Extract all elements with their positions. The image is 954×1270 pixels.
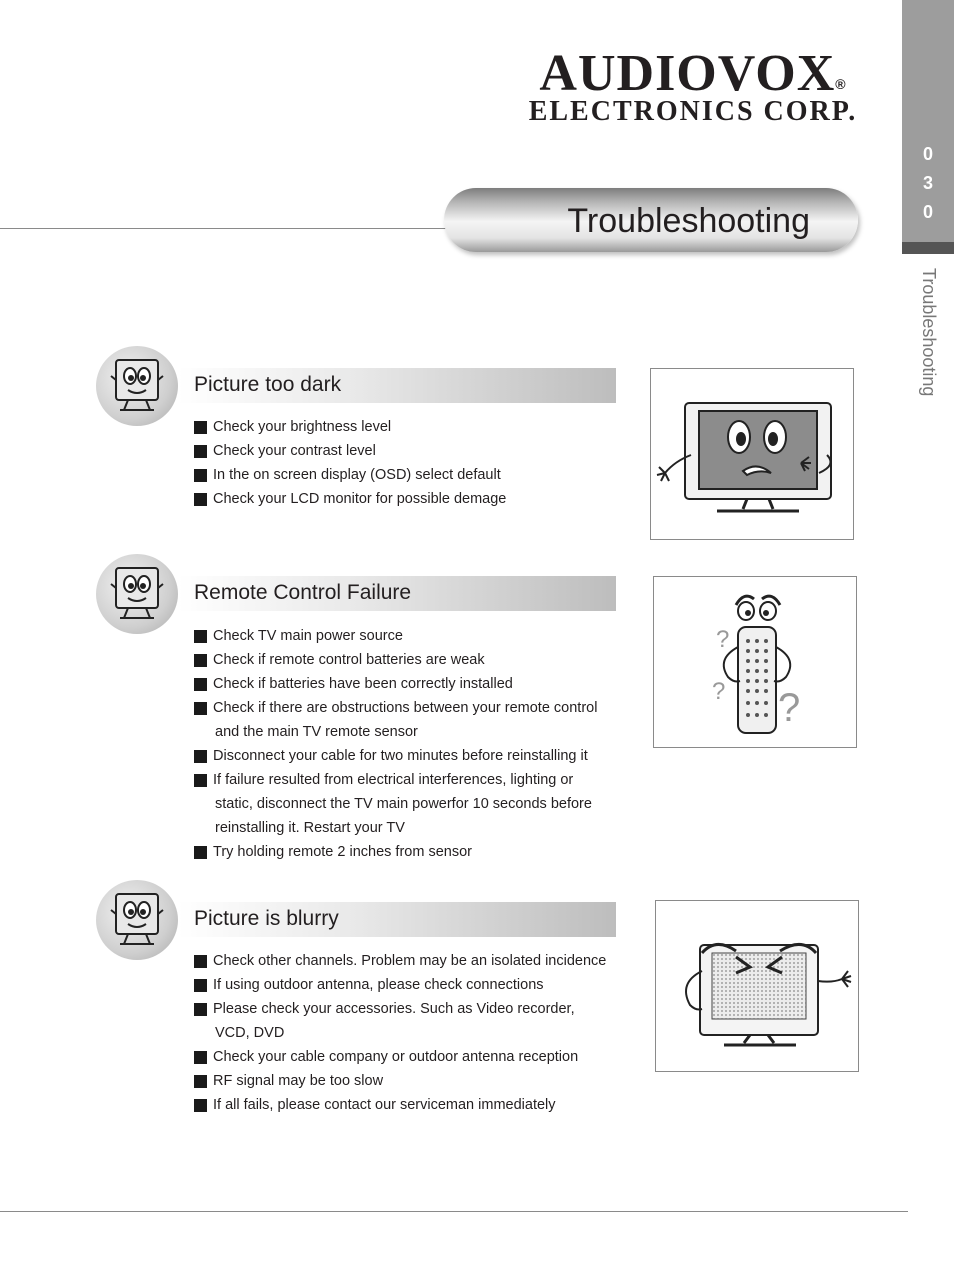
bullet-square-icon bbox=[194, 654, 207, 667]
section-remote-control-failure bbox=[96, 554, 626, 864]
page-digit: 3 bbox=[922, 173, 933, 193]
bullet-square-icon bbox=[194, 469, 207, 482]
list-item: Disconnect your cable for two minutes before reinstalling it bbox=[194, 744, 597, 768]
list-item: In the on screen display (OSD) select default bbox=[194, 463, 506, 487]
list-item: Check TV main power source bbox=[194, 624, 597, 648]
logo-brand: AUDIOVOX® bbox=[539, 45, 847, 102]
bullet-square-icon bbox=[194, 955, 207, 968]
list-item: Please check your accessories. Such as Video recorder, VCD, DVD bbox=[194, 997, 606, 1045]
question-mark: ? bbox=[712, 678, 726, 705]
section-heading: Remote Control Failure bbox=[194, 581, 412, 604]
section-heading: Picture too dark bbox=[194, 373, 342, 396]
tab-strip bbox=[902, 242, 954, 254]
blurry-tv-illustration bbox=[655, 900, 859, 1072]
side-section-label: Troubleshooting bbox=[919, 268, 939, 397]
list-item: Check if batteries have been correctly installed bbox=[194, 672, 597, 696]
bullet-square-icon bbox=[194, 846, 207, 859]
list-item: Check if there are obstructions between your remote control and the main TV remote sensor bbox=[194, 696, 597, 744]
registered-mark: ® bbox=[835, 76, 847, 92]
bullet-square-icon bbox=[194, 421, 207, 434]
bullet-square-icon bbox=[194, 750, 207, 763]
tv-mascot-icon bbox=[96, 880, 178, 960]
section-picture-is-blurry bbox=[96, 880, 626, 1120]
list-item: Check other channels. Problem may be an isolated incidence bbox=[194, 949, 606, 973]
list-item: Check your contrast level bbox=[194, 439, 506, 463]
checklist bbox=[194, 949, 606, 1117]
section-picture-too-dark bbox=[96, 346, 626, 516]
page-number bbox=[902, 140, 954, 227]
page-number-tab bbox=[902, 0, 954, 254]
list-item: Check if remote control batteries are weak bbox=[194, 648, 597, 672]
bullet-square-icon bbox=[194, 979, 207, 992]
list-item: If all fails, please contact our serviceman immediately bbox=[194, 1093, 606, 1117]
dark-tv-illustration bbox=[650, 368, 854, 540]
page-title-banner bbox=[444, 188, 858, 252]
list-item: If using outdoor antenna, please check connections bbox=[194, 973, 606, 997]
header-rule bbox=[0, 228, 446, 229]
logo-subtitle: ELECTRONICS CORP. bbox=[528, 96, 858, 127]
tv-mascot-icon bbox=[96, 346, 178, 426]
checklist bbox=[194, 415, 506, 511]
confused-remote-illustration bbox=[653, 576, 857, 748]
checklist bbox=[194, 624, 597, 864]
bullet-square-icon bbox=[194, 702, 207, 715]
section-heading-bar bbox=[178, 368, 616, 403]
list-item: Check your LCD monitor for possible demage bbox=[194, 487, 506, 511]
bullet-square-icon bbox=[194, 1051, 207, 1064]
bullet-square-icon bbox=[194, 1099, 207, 1112]
list-item: Try holding remote 2 inches from sensor bbox=[194, 840, 597, 864]
bullet-square-icon bbox=[194, 1075, 207, 1088]
tv-mascot-icon bbox=[96, 554, 178, 634]
question-mark: ? bbox=[778, 686, 801, 730]
list-item: Check your cable company or outdoor antenna reception bbox=[194, 1045, 606, 1069]
section-heading-bar bbox=[178, 576, 616, 611]
question-mark: ? bbox=[716, 626, 730, 653]
page-digit: 0 bbox=[922, 144, 933, 164]
bullet-square-icon bbox=[194, 445, 207, 458]
audiovox-logo bbox=[528, 45, 858, 128]
footer-rule bbox=[0, 1211, 908, 1212]
bullet-square-icon bbox=[194, 630, 207, 643]
list-item: RF signal may be too slow bbox=[194, 1069, 606, 1093]
page-title: Troubleshooting bbox=[567, 202, 810, 240]
bullet-square-icon bbox=[194, 1003, 207, 1016]
bullet-square-icon bbox=[194, 493, 207, 506]
list-item: If failure resulted from electrical interferences, lighting or static, disconnect the TV main powerfor 10 seconds before reinstalling it. Restart your TV bbox=[194, 768, 597, 840]
section-heading-bar bbox=[178, 902, 616, 937]
bullet-square-icon bbox=[194, 774, 207, 787]
bullet-square-icon bbox=[194, 678, 207, 691]
list-item: Check your brightness level bbox=[194, 415, 506, 439]
section-heading: Picture is blurry bbox=[194, 907, 339, 930]
page-digit: 0 bbox=[922, 202, 933, 222]
